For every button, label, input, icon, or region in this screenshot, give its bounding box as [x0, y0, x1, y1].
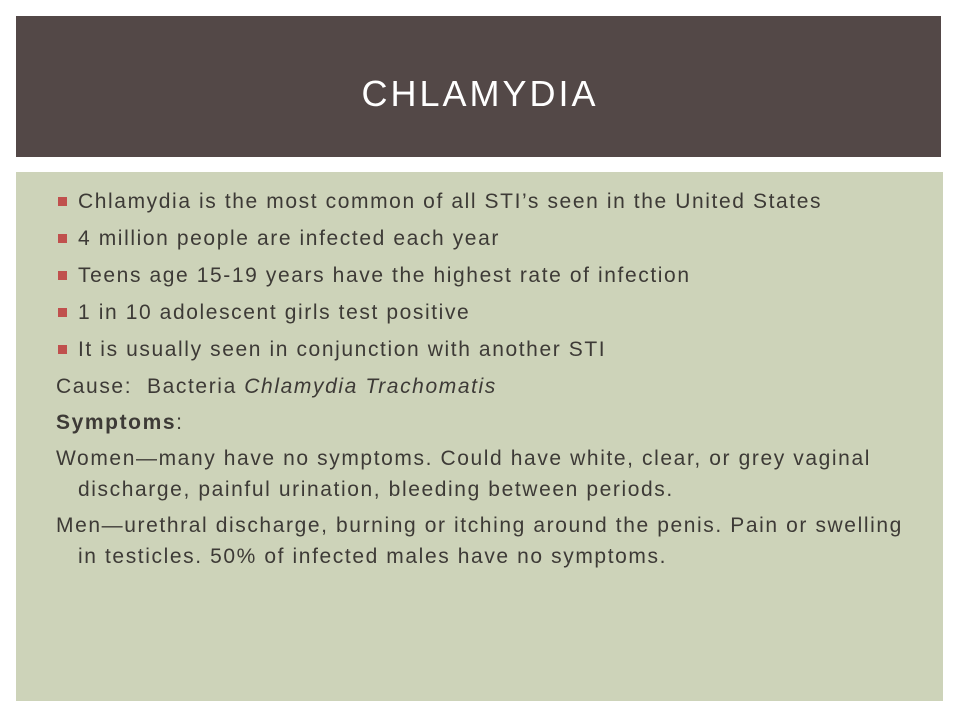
square-bullet-icon: [58, 234, 67, 243]
symptoms-label: Symptoms: [56, 411, 177, 434]
cause-organism: Chlamydia Trachomatis: [244, 375, 497, 398]
square-bullet-icon: [58, 345, 67, 354]
square-bullet-icon: [58, 197, 67, 206]
bullet-text: Chlamydia is the most common of all STI’s seen in the United States: [78, 190, 823, 213]
square-bullet-icon: [58, 308, 67, 317]
symptoms-heading: [56, 407, 916, 438]
bullet-text: It is usually seen in conjunction with another STI: [78, 338, 607, 361]
slide-body: [56, 186, 916, 577]
bullet-text: 4 million people are infected each year: [78, 227, 500, 250]
symptoms-colon: :: [176, 411, 184, 434]
bullet-item-5: [56, 334, 916, 365]
bullet-text: Teens age 15-19 years have the highest rate of infection: [78, 264, 691, 287]
bullet-item-4: [56, 297, 916, 328]
bullet-item-2: [56, 223, 916, 254]
slide-title: CHLAMYDIA: [361, 73, 599, 114]
cause-label: Cause:: [56, 375, 133, 398]
women-symptoms: Women—many have no symptoms. Could have white, clear, or grey vaginal discharge, painful urination, bleeding between periods.: [56, 447, 872, 501]
men-symptoms: Men—urethral discharge, burning or itching around the penis. Pain or swelling in testicles. 50% of infected males have no symptoms.: [56, 514, 903, 568]
bullet-text: 1 in 10 adolescent girls test positive: [78, 301, 471, 324]
bullet-item-3: [56, 260, 916, 291]
cause-line: [56, 371, 916, 402]
cause-text: Bacteria: [147, 375, 237, 398]
bullet-item-1: [56, 186, 916, 217]
square-bullet-icon: [58, 271, 67, 280]
